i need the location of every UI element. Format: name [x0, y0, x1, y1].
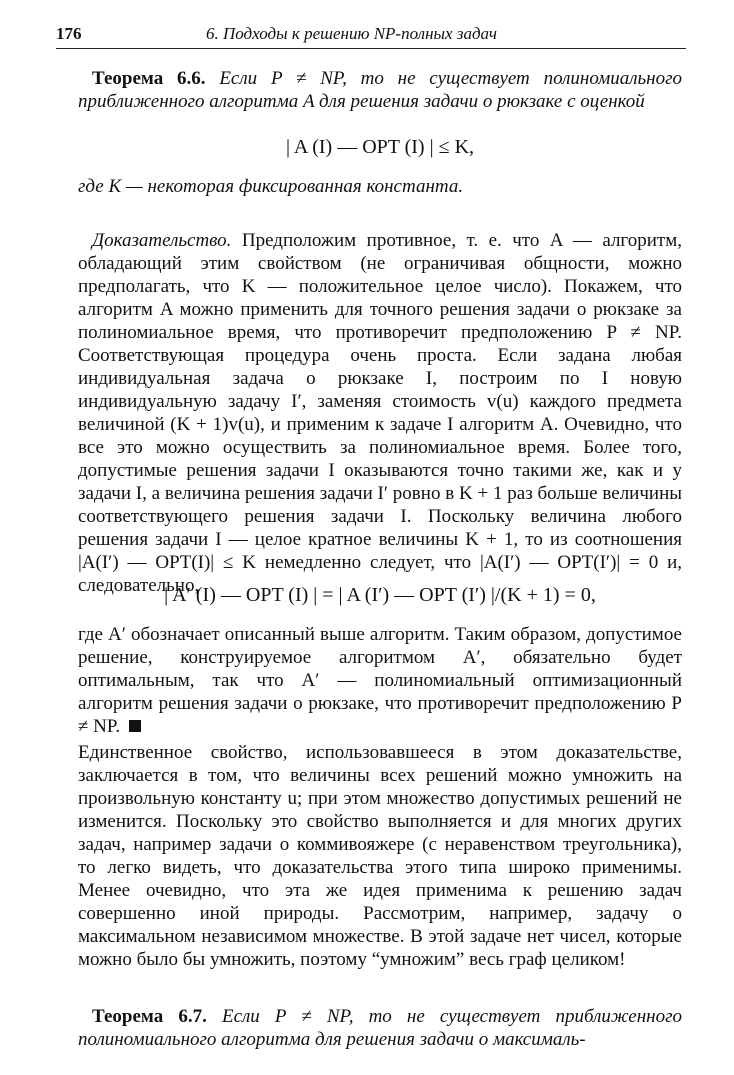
discussion-text: Единственное свойство, использовавшееся в этом доказательстве, заключается в том, что величины всех решений можно умножить на произвольную константу u; при этом множество допустимых решений не изменится. Поскольку это свойство выполняется и для многих других задач, например задачи о коммивояжере (с неравенством треугольника), то легко видеть, что доказательства этого типа широко применимы. Менее очевидно, что эта же идея применима к решению задач совершенно иной природы. Рассмотрим, например, задачу о максимальном независимом множестве. В этой задаче нет чисел, которые можно было бы умножить, поэтому “умножим” весь граф целиком! [78, 742, 682, 970]
running-head [56, 22, 686, 46]
theorem-6-6-formula: | A (I) — OPT (I) | ≤ K, [285, 136, 475, 158]
proof-formula: | A′ (I) — OPT (I) | = | A (I′) — OPT (I′) |/(K + 1) = 0, [164, 584, 596, 606]
theorem-6-6 [78, 67, 682, 113]
header-rule [56, 48, 686, 49]
chapter-title: 6. Подходы к решению NP-полных задач [206, 24, 497, 43]
qed-square-icon [129, 720, 141, 732]
proof-conclusion: где A′ обозначает описанный выше алгоритм. Таким образом, допустимое решение, конструируемое алгоритмом A′, обязательно будет оптимальным, так что A′ — полиномиальный оптимизационный алгоритм решения задачи о рюкзаке, что противоречит предположению P ≠ NP. [78, 624, 682, 737]
theorem-6-6-label: Теорема 6.6. [92, 68, 206, 89]
theorem-6-6-tail: где K — некоторая фиксированная константа. [78, 176, 464, 197]
theorem-6-7-statement: Если P ≠ NP, то не существует приближенного полиномиального алгоритма для решения задачи о максималь- [78, 1006, 683, 1050]
theorem-6-7-label: Теорема 6.7. [92, 1006, 207, 1027]
page-number: 176 [56, 24, 82, 43]
theorem-6-6-statement: Если P ≠ NP, то не существует полиномиального приближенного алгоритма A для решения задачи о рюкзаке с оценкой [78, 68, 682, 112]
proof-paragraph [78, 229, 682, 597]
discussion-paragraph [78, 741, 682, 971]
proof-label: Доказательство. [92, 230, 232, 251]
proof-text: Предположим противное, т. е. что A — алгоритм, обладающий этим свойством (не ограничивая общности, можно предполагать, что K — положительное целое число). Покажем, что алгоритм A можно применить для точного решения задачи о рюкзаке за полиномиальное время, что противоречит предположению P ≠ NP. Соответствующая процедура очень проста. Если задана любая индивидуальная задача о рюкзаке I, построим по I новую индивидуальную задачу I′, заменяя стоимость v(u) каждого предмета величиной (K + 1)v(u), и применим к задаче I алгоритм A. Очевидно, что все это можно осуществить за полиномиальное время. Более того, допустимые решения задачи I оказываются точно такими же, как и у задачи I, а величина решения задачи I′ ровно в K + 1 раз больше величины соответствующего решения задачи I. Поскольку величина любого решения задачи I — целое кратное величины K + 1, то из соотношения |A(I′) — OPT(I)| ≤ K немедленно следует, что |A(I′) — OPT(I′)| = 0 и, следовательно, [78, 230, 683, 596]
theorem-6-7 [78, 1005, 682, 1051]
proof-conclusion-paragraph [78, 623, 682, 738]
